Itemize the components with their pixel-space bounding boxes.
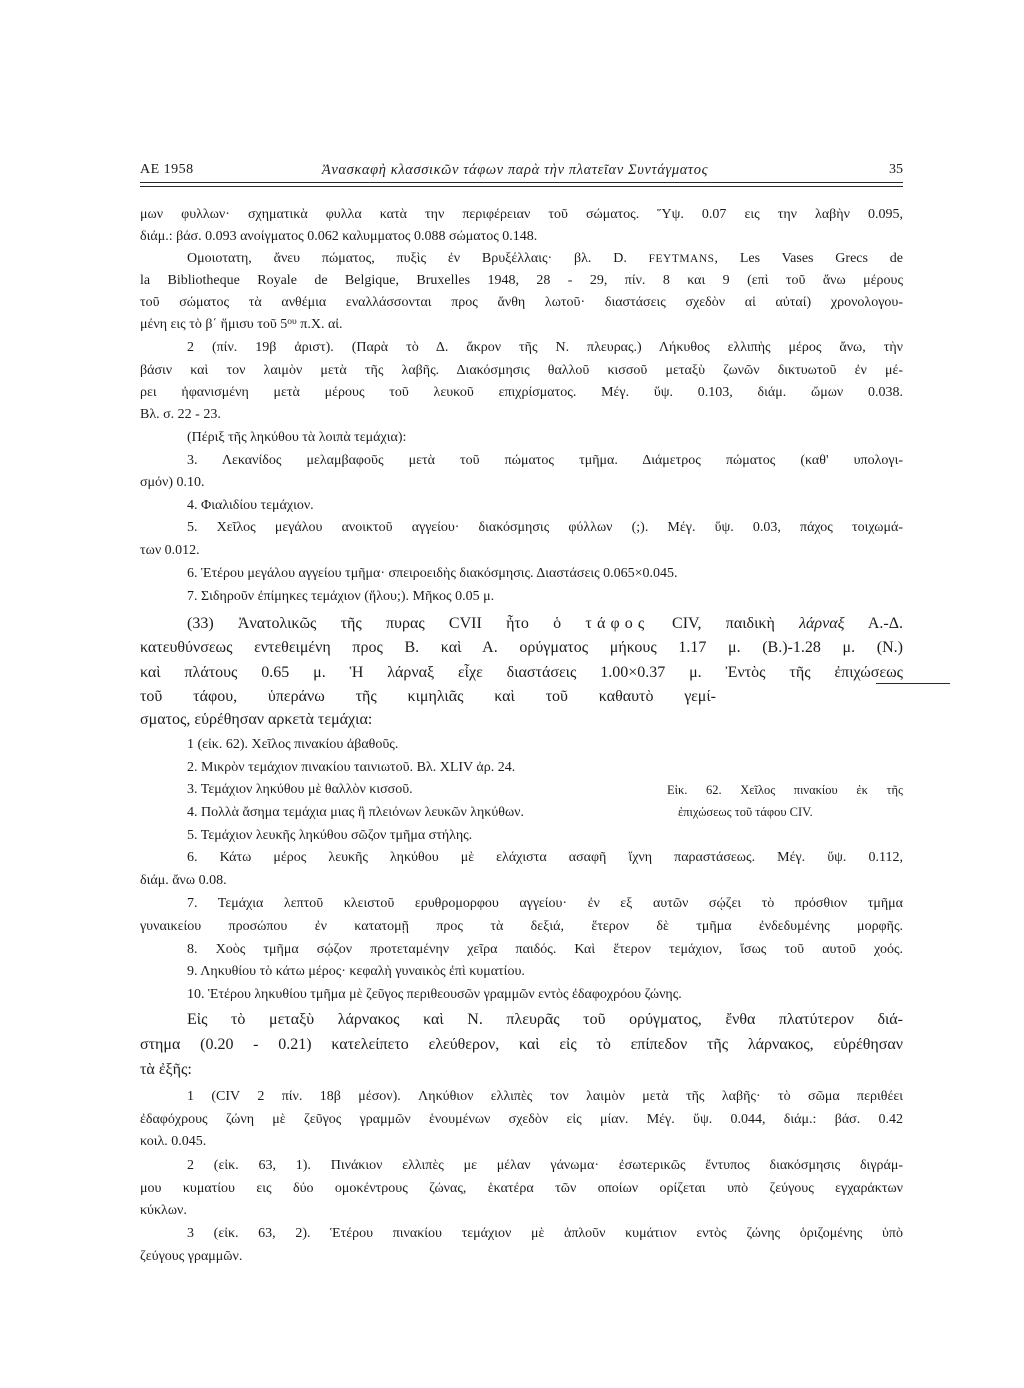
text-segment: π.Χ. αἰ. <box>296 317 343 332</box>
separator-dash <box>876 683 950 684</box>
author-name: FEYTMANS <box>648 253 715 265</box>
text-line: σμόν) 0.10. <box>140 475 205 490</box>
text-line: 5. Χεῖλος μεγάλου ανοικτοῦ αγγείου· διακόσμησις φύλλων (;). Μέγ. ὕψ. 0.03, πάχος τοιχωμά- <box>187 520 903 535</box>
text-line <box>140 316 343 334</box>
text-line: ρει ἠφανισμένη μετὰ μέρους τοῦ λευκοῦ επιχρίσματος. Μέγ. ὕψ. 0.103, διάμ. ὤμων 0.038. <box>140 385 903 400</box>
caption-line: ἐπιχώσεως τοῦ τάφου CIV. <box>678 805 813 819</box>
text-line: στημα (0.20 - 0.21) κατελείπετο ελεύθερον, καὶ εἰς τὸ επίπεδον τῆς λάρνακος, εὑρέθησαν <box>140 1036 903 1053</box>
text-line: 2 (πίν. 19β ἀριστ). (Παρὰ τὸ Δ. ἄκρον τῆς Ν. πλευρας.) Λήκυθος ελλιπὴς μέρος ἄνω, τὴν <box>187 340 903 355</box>
superscript: ου <box>287 316 297 327</box>
page-number: 35 <box>889 162 903 177</box>
journal-year: ΑΕ 1958 <box>140 162 194 177</box>
text-line: των 0.012. <box>140 543 200 558</box>
text-line: 7. Τεμάχια λεπτοῦ κλειστοῦ ερυθρομορφου αγγείου· ἐν εξ αυτῶν σῴζει τὸ πρόσθιον τμῆμα <box>187 896 903 911</box>
text-line: Εἰς τὸ μεταξὺ λάρνακος καὶ Ν. πλευρᾶς τοῦ ορύγματος, ἔνθα πλατύτερον διά- <box>187 1011 903 1028</box>
header-rule <box>140 186 903 187</box>
text-line: 1 (CIV 2 πίν. 18β μέσον). Ληκύθιον ελλιπὲς τον λαιμὸν μετὰ τῆς λαβῆς· τὸ σῶμα περιθέει <box>187 1089 903 1104</box>
text-line: διάμ.: βάσ. 0.093 ανοίγματος 0.062 καλυμματος 0.088 σώματος 0.148. <box>140 229 538 244</box>
text-line: 2 (εἰκ. 63, 1). Πινάκιον ελλιπὲς με μέλαν γάνωμα· ἐσωτερικῶς ἔντυπος διακόσμησις διγράμ- <box>187 1158 903 1173</box>
text-line: 3. Λεκανίδος μελαμβαφοῦς μετὰ τοῦ πώματος τμῆμα. Διάμετρος πώματος (καθ' υπολογι- <box>187 453 903 468</box>
text-line: 6. Ἑτέρου μεγάλου αγγείου τμῆμα· σπειροειδὴς διακόσμησις. Διαστάσεις 0.065×0.045. <box>187 566 678 581</box>
text-segment: Ομοιοτατη, ἄνευ πώματος, πυξὶς ἐν Βρυξέλλαις· βλ. D. <box>187 251 649 266</box>
text-line: 3. Τεμάχιον ληκύθου μὲ θαλλὸν κισσοῦ. <box>187 782 413 797</box>
text-line: ζεύγους γραμμῶν. <box>140 1249 243 1264</box>
text-line: Βλ. σ. 22 - 23. <box>140 407 221 422</box>
text-line <box>187 250 903 268</box>
caption-line: Εἰκ. 62. Χεῖλος πινακίου ἐκ τῆς <box>667 783 903 797</box>
text-line: καὶ πλάτους 0.65 μ. Ἡ λάρναξ εἶχε διαστάσεις 1.00×0.37 μ. Ἐντὸς τῆς ἐπιχώσεως <box>140 664 903 681</box>
text-segment: , Les Vases Grecs de <box>714 251 903 266</box>
text-line: μου κυματίου εις δύο ομοκέντρους ζώνας, ἑκατέρα τῶν οποίων ορίζεται υπὸ ζεύγους εγχαράκτων <box>140 1181 903 1196</box>
text-line: ἐδαφόχρους ζώνη μὲ ζεῦγος γραμμῶν ἑνουμένων σχεδὸν εἰς μίαν. Μέγ. ὕψ. 0.044, διάμ.: βάσ. 0.42 <box>140 1112 903 1127</box>
text-line: 7. Σιδηροῦν ἐπίμηκες τεμάχιον (ἥλου;). Μῆκος 0.05 μ. <box>187 589 495 604</box>
text-segment: CIV, παιδικὴ <box>647 615 800 632</box>
text-line: 2. Μικρὸν τεμάχιον πινακίου ταινιωτοῦ. Βλ. XLIV ἀρ. 24. <box>187 760 516 775</box>
text-line: τοῦ τάφου, ὑπεράνω τῆς κιμηλιᾶς καὶ τοῦ καθαυτὸ γεμί- <box>140 688 716 705</box>
text-line: κύκλων. <box>140 1203 187 1218</box>
text-line: (Πέριξ τῆς ληκύθου τὰ λοιπὰ τεμάχια): <box>187 430 407 445</box>
text-line: μων φυλλων· σχηματικὰ φυλλα κατὰ την περιφέρειαν τοῦ σώματος. Ὕψ. 0.07 εις την λαβὴν 0.095, <box>140 207 903 222</box>
text-line: τὰ ἐξῆς: <box>140 1061 192 1078</box>
text-line: κοιλ. 0.045. <box>140 1134 207 1149</box>
text-line: τοῦ σώματος τὰ ανθέμια εναλλάσσονται προς ἄνθη λωτοῦ· διαστάσεις σχεδὸν αἱ αὐταί) χρονολογου- <box>140 295 903 310</box>
italic-word: λάρναξ <box>799 615 845 632</box>
text-line: 1 (εἰκ. 62). Χεῖλος πινακίου ἀβαθοῦς. <box>187 737 399 752</box>
text-line: 4. Πολλὰ ἄσημα τεμάχια μιας ἢ πλειόνων λευκῶν ληκύθων. <box>187 805 524 820</box>
text-line: 6. Κάτω μέρος λευκῆς ληκύθου μὲ ελάχιστα ασαφῆ ἴχνη παραστάσεως. Μέγ. ὕψ. 0.112, <box>187 850 903 865</box>
text-segment: Α.-Δ. <box>844 615 904 632</box>
text-line: 5. Τεμάχιον λευκῆς ληκύθου σῶζον τμῆμα στήλης. <box>187 828 473 843</box>
header-rule <box>140 182 903 183</box>
text-line: 8. Χοὸς τμῆμα σῴζον προτεταμένην χεῖρα παιδός. Καὶ ἕτερον τεμάχιον, ἴσως τοῦ αυτοῦ χοός. <box>187 942 903 957</box>
text-line: γυναικείου προσώπου ἐν κατατομῇ προς τὰ δεξιά, ἕτερον δὲ τμῆμα ἐνδεδυμένης μορφῆς. <box>140 919 903 934</box>
spaced-word: τάφος <box>585 615 650 632</box>
text-line <box>187 614 903 634</box>
text-line: βάσιν καὶ τον λαιμὸν μετὰ τῆς λαβῆς. Διακόσμησις θαλλοῦ κισσοῦ μεταξὺ ζωνῶν δικτυωτοῦ ἐν μέ- <box>140 363 903 378</box>
text-line: σματος, εὑρέθησαν αρκετὰ τεμάχια: <box>140 711 373 728</box>
text-segment: (33) Ἀνατολικῶς τῆς πυρας CVII ἦτο ὁ <box>187 615 586 632</box>
text-line: 3 (εἰκ. 63, 2). Ἑτέρου πινακίου τεμάχιον μὲ ἁπλοῦν κυμάτιον εντὸς ζώνης ὁριζομένης ὑπὸ <box>187 1226 903 1241</box>
text-line: κατευθύνσεως εντεθειμένη προς Β. καὶ Α. ορύγματος μήκους 1.17 μ. (Β.)-1.28 μ. (Ν.) <box>140 639 903 656</box>
text-line: la Bibliotheque Royale de Belgique, Bruxelles 1948, 28 - 29, πίν. 8 και 9 (επὶ τοῦ ἄνω μέρους <box>140 273 903 288</box>
running-title: Ἀνασκαφὴ κλασσικῶν τάφων παρὰ τὴν πλατεῖαν Συντάγματος <box>321 162 709 178</box>
text-line: 9. Ληκυθίου τὸ κάτω μέρος· κεφαλὴ γυναικὸς ἐπὶ κυματίου. <box>187 964 525 979</box>
text-segment: μένη εις τὸ β΄ ἥμισυ τοῦ 5 <box>140 317 288 332</box>
text-line: διάμ. ἄνω 0.08. <box>140 873 227 888</box>
text-line: 4. Φιαλιδίου τεμάχιον. <box>187 498 314 513</box>
text-line: 10. Ἑτέρου ληκυθίου τμῆμα μὲ ζεῦγος περιθεουσῶν γραμμῶν εντὸς ἐδαφοχρόου ζώνης. <box>187 987 682 1002</box>
